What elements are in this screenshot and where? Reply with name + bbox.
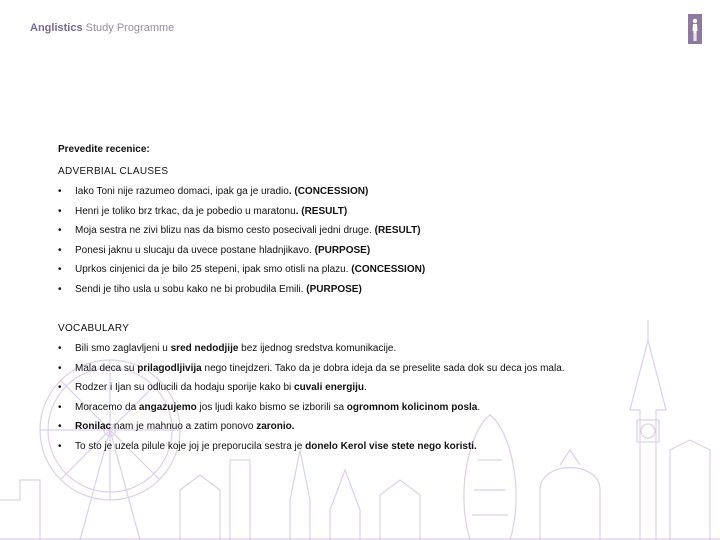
list-item: • Sendi je tiho usla u sobu kako ne bi probudila Emili. (PURPOSE): [58, 284, 708, 304]
figure-silhouette-icon: [688, 14, 702, 44]
vocabulary-list: [58, 343, 708, 460]
list-item: • Bili smo zaglavljeni u sred nedodjije bez ijednog sredstva komunikacije.: [58, 343, 708, 363]
list-item: • Moja sestra ne zivi blizu nas da bismo cesto posecivali jedni druge. (RESULT): [58, 225, 708, 245]
list-item: • Iako Toni nije razumeo domaci, ipak ga je uradio. (CONCESSION): [58, 186, 708, 206]
header-title: [30, 22, 174, 34]
list-item: • Moracemo da angazujemo jos ljudi kako bismo se izborili sa ogromnom kolicinom posla.: [58, 402, 708, 422]
page-heading: Prevedite recenice:: [58, 144, 150, 155]
header-subtitle: Study Programme: [82, 22, 175, 34]
vocabulary-section-title: VOCABULARY: [58, 323, 130, 334]
list-item: • Rodzer i Ijan su odlucili da hodaju sporije kako bi cuvali energiju.: [58, 382, 708, 402]
main-content: [58, 144, 708, 460]
list-item: • Ponesi jaknu u slucaju da uvece postane hladnjikavo. (PURPOSE): [58, 245, 708, 265]
list-item: • Mala deca su prilagodljivija nego tinejdzeri. Tako da je dobra ideja da se preselite sada dok su deca jos mala.: [58, 363, 708, 383]
list-item: • Uprkos cinjenici da je bilo 25 stepeni, ipak smo otisli na plazu. (CONCESSION): [58, 264, 708, 284]
list-item: • To sto je uzela pilule koje joj je preporucila sestra je donelo Kerol vise stete nego koristi.: [58, 441, 708, 461]
list-item: • Henri je toliko brz trkac, da je pobedio u maratonu. (RESULT): [58, 206, 708, 226]
adverbial-list: [58, 186, 708, 303]
list-item: • Ronilac nam je mahnuo a zatim ponovo zaronio.: [58, 421, 708, 441]
brand-name: Anglistics: [30, 22, 83, 34]
adverbial-section-title: ADVERBIAL CLAUSES: [58, 166, 169, 177]
